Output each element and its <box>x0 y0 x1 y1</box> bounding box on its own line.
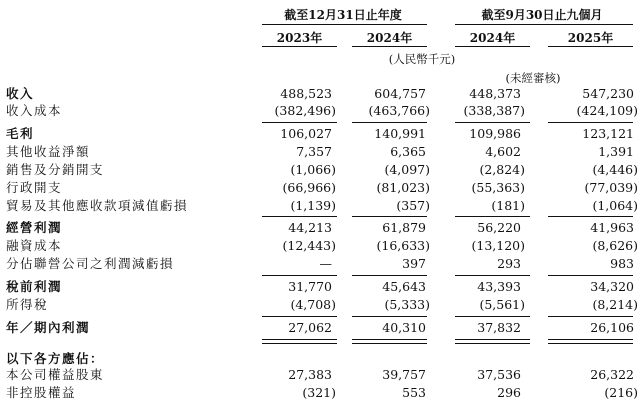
cell-value: (1,066) <box>290 162 336 177</box>
cell-value: 140,991 <box>374 126 426 141</box>
year-header-3: 2024年 <box>469 31 516 45</box>
row-label: 毛利 <box>6 126 246 142</box>
total-double-rule <box>455 339 530 344</box>
cell-value: 27,062 <box>288 320 332 335</box>
cell-value: 27,383 <box>288 367 332 382</box>
cell-value: (77,039) <box>584 180 638 195</box>
row-label: 銷售及分銷開支 <box>6 162 246 178</box>
table-row <box>0 238 640 254</box>
row-label: 年／期內利潤 <box>6 320 246 336</box>
cell-value: (13,120) <box>471 238 525 253</box>
cell-value: 40,310 <box>382 320 426 335</box>
subtotal-rule <box>352 122 427 123</box>
cell-value: 61,879 <box>382 220 426 235</box>
cell-value: (12,443) <box>282 238 336 253</box>
row-label: 其他收益淨額 <box>6 144 246 160</box>
cell-value: (5,561) <box>479 297 525 312</box>
cell-value: 43,393 <box>477 279 521 294</box>
row-label: 收入 <box>6 86 246 102</box>
cell-value: 293 <box>497 256 521 271</box>
subtotal-rule <box>455 275 530 276</box>
row-label: 行政開支 <box>6 180 246 196</box>
cell-value: 547,230 <box>582 86 634 101</box>
table-row <box>0 198 640 214</box>
cell-value: (55,363) <box>471 180 525 195</box>
audit-note: (未經審核) <box>505 71 561 85</box>
cell-value: (1,064) <box>592 198 638 213</box>
cell-value: 41,963 <box>590 220 634 235</box>
cell-value: (8,214) <box>592 297 638 312</box>
cell-value: 604,757 <box>374 86 426 101</box>
table-row <box>0 126 640 142</box>
row-label: 貿易及其他應收款項減值虧損 <box>6 198 246 214</box>
cell-value: (463,766) <box>368 103 430 118</box>
subtotal-rule <box>352 216 427 217</box>
row-label: 分佔聯營公司之利潤減虧損 <box>6 256 246 272</box>
cell-value: 56,220 <box>477 220 521 235</box>
cell-value: 4,602 <box>485 144 521 159</box>
cell-value: 37,536 <box>477 367 521 382</box>
cell-value: 123,121 <box>582 126 634 141</box>
subtotal-rule <box>548 216 633 217</box>
cell-value: (2,824) <box>479 162 525 177</box>
subtotal-rule <box>455 216 530 217</box>
year-rule-3 <box>455 46 530 47</box>
subtotal-rule <box>352 316 427 317</box>
cell-value: 109,986 <box>469 126 521 141</box>
cell-value: 488,523 <box>280 86 332 101</box>
cell-value: (4,446) <box>592 162 638 177</box>
cell-value: (4,708) <box>290 297 336 312</box>
subtotal-rule <box>548 122 633 123</box>
cell-value: 39,757 <box>382 367 426 382</box>
cell-value: (321) <box>302 385 336 400</box>
row-label: 非控股權益 <box>6 385 246 401</box>
subtotal-rule <box>548 275 633 276</box>
row-label: 融資成本 <box>6 238 246 254</box>
cell-value: (4,097) <box>384 162 430 177</box>
subtotal-rule <box>455 122 530 123</box>
subtotal-rule <box>262 275 337 276</box>
cell-value: 6,365 <box>390 144 426 159</box>
row-label: 經營利潤 <box>6 220 246 236</box>
cell-value: (8,626) <box>592 238 638 253</box>
group-header-nine-months: 截至9月30日止九個月 <box>481 8 603 22</box>
cell-value: — <box>319 256 332 271</box>
cell-value: (81,023) <box>376 180 430 195</box>
subtotal-rule <box>352 275 427 276</box>
cell-value: 45,643 <box>382 279 426 294</box>
cell-value: (181) <box>491 198 525 213</box>
subtotal-rule <box>262 216 337 217</box>
cell-value: 26,322 <box>590 367 634 382</box>
group-rule-2 <box>455 24 633 25</box>
group-header-fiscal-year: 截至12月31日止年度 <box>284 8 402 22</box>
cell-value: 553 <box>402 385 426 400</box>
attribution-heading: 以下各方應佔： <box>6 351 105 366</box>
table-row <box>0 367 640 383</box>
group-rule-1 <box>262 24 427 25</box>
subtotal-rule <box>262 122 337 123</box>
cell-value: 397 <box>402 256 426 271</box>
table-row <box>0 162 640 178</box>
table-row <box>0 103 640 119</box>
cell-value: (16,633) <box>376 238 430 253</box>
cell-value: 983 <box>610 256 634 271</box>
year-rule-4 <box>548 46 633 47</box>
total-double-rule <box>352 339 427 344</box>
cell-value: 26,106 <box>590 320 634 335</box>
cell-value: 296 <box>497 385 521 400</box>
table-row <box>0 144 640 160</box>
table-row <box>0 279 640 295</box>
year-rule-1 <box>262 46 337 47</box>
currency-note: (人民幣千元) <box>388 52 456 66</box>
row-label: 所得稅 <box>6 297 246 313</box>
cell-value: (5,333) <box>384 297 430 312</box>
row-label: 本公司權益股東 <box>6 367 246 383</box>
cell-value: (357) <box>396 198 430 213</box>
cell-value: 106,027 <box>280 126 332 141</box>
cell-value: (382,496) <box>274 103 336 118</box>
subtotal-rule <box>262 316 337 317</box>
subtotal-rule <box>455 316 530 317</box>
cell-value: 37,832 <box>477 320 521 335</box>
cell-value: (66,966) <box>282 180 336 195</box>
year-header-2: 2024年 <box>366 31 413 45</box>
table-row <box>0 320 640 336</box>
table-row <box>0 385 640 401</box>
table-row <box>0 86 640 102</box>
cell-value: 448,373 <box>469 86 521 101</box>
cell-value: 34,320 <box>590 279 634 294</box>
cell-value: (216) <box>604 385 638 400</box>
cell-value: (1,139) <box>290 198 336 213</box>
cell-value: 1,391 <box>598 144 634 159</box>
total-double-rule <box>262 339 337 344</box>
table-row <box>0 256 640 272</box>
cell-value: 31,770 <box>288 279 332 294</box>
table-row <box>0 180 640 196</box>
year-rule-2 <box>352 46 427 47</box>
cell-value: 44,213 <box>288 220 332 235</box>
row-label: 稅前利潤 <box>6 279 246 295</box>
cell-value: 7,357 <box>296 144 332 159</box>
cell-value: (338,387) <box>463 103 525 118</box>
row-label: 收入成本 <box>6 103 246 119</box>
subtotal-rule <box>548 316 633 317</box>
table-row <box>0 297 640 313</box>
table-row <box>0 220 640 236</box>
year-header-1: 2023年 <box>276 31 323 45</box>
total-double-rule <box>548 339 633 344</box>
year-header-4: 2025年 <box>567 31 614 45</box>
cell-value: (424,109) <box>576 103 638 118</box>
